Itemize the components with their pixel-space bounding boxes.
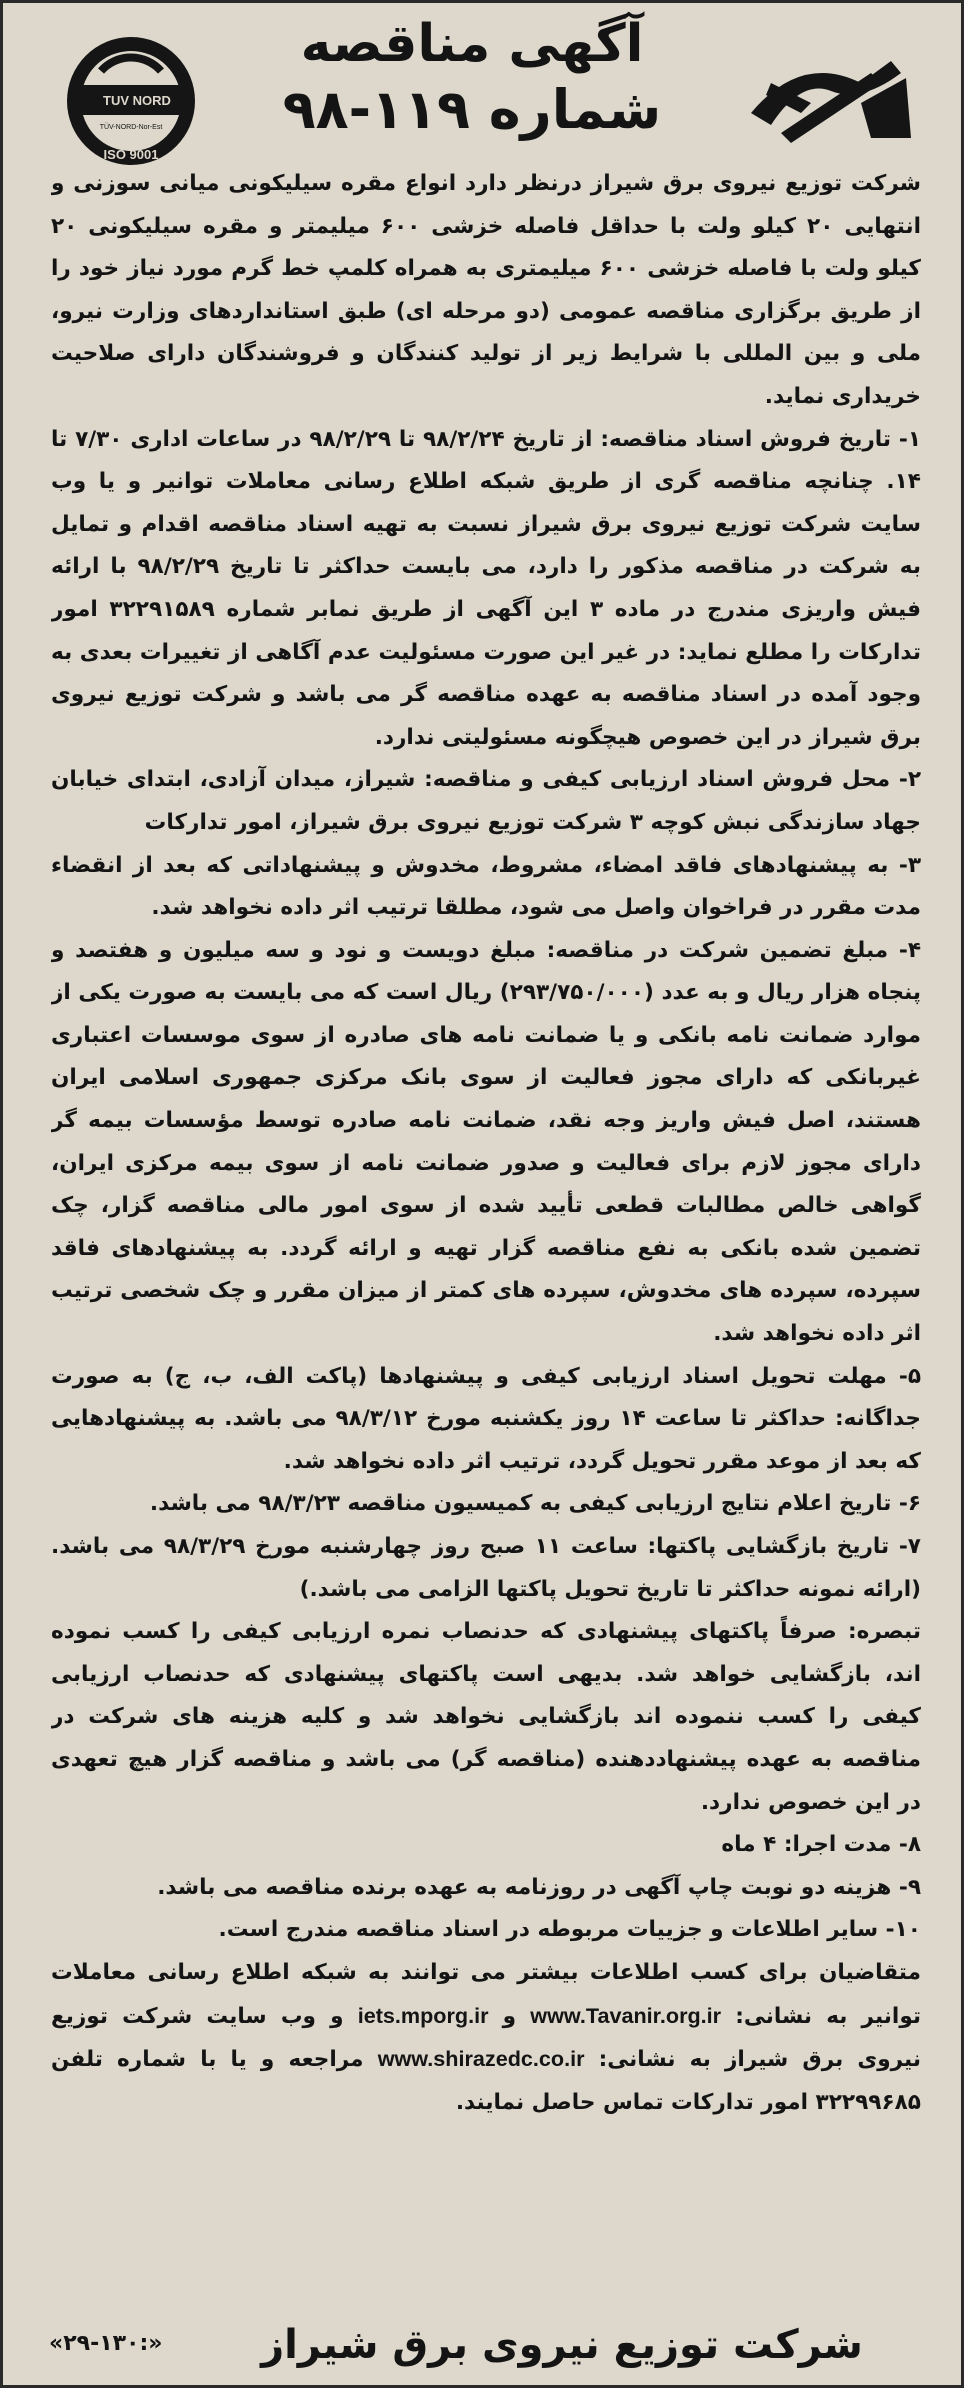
section-3 [51, 845, 921, 930]
section-heading: ۲- محل فروش اسناد ارزیابی کیفی و مناقصه: [424, 767, 921, 793]
section-text: به پیشنهادهای فاقد امضاء، مشروط، مخدوش و پیشنهاداتی که بعد از انقضاء مدت مقرر در فراخوان واصل می شود، مطلقا ترتیب اثر داده نخواهد شد. [51, 852, 921, 921]
contact-paragraph [51, 1952, 921, 2124]
footer-company-name: شرکت توزیع نیروی برق شیراز [261, 2322, 863, 2368]
section-heading: ۳- [898, 852, 921, 878]
title-block [223, 11, 721, 143]
company-logo [741, 43, 921, 153]
note-text: صرفاً پاکتهای پیشنهادی که حدنصاب نمره ارزیابی کیفی را کسب نموده اند، بازگشایی خواهد شد. بدیهی است پاکتهای پیشنهادی که حدنصاب ارزیابی کیفی را کسب ننموده اند بازگشایی نخواهد شد و کلیه هزینه های شرکت در مناقصه به عهده پیشنهاددهنده (مناقصه گر) می باشد و مناقصه گزار هیچ تعهدی در این خصوص ندارد. [51, 1619, 921, 1815]
iso-text: ISO 9001 [103, 147, 159, 162]
notice-footer [3, 2317, 961, 2377]
notice-title: آگهی مناقصه [300, 14, 644, 74]
section-2 [51, 759, 921, 844]
note-paragraph [51, 1611, 921, 1824]
notice-header [3, 3, 961, 173]
contact-and: و [502, 2003, 517, 2029]
section-4 [51, 930, 921, 1356]
note-heading: تبصره: [847, 1619, 921, 1645]
section-7 [51, 1526, 921, 1611]
footer-code: «۲۹-۱۳۰:» [49, 2331, 163, 2356]
intro-paragraph: شرکت توزیع نیروی برق شیراز درنظر دارد انواع مقره سیلیکونی میانی سوزنی و انتهایی ۲۰ کیلو ولت با حداقل فاصله خزشی ۶۰۰ میلیمتر و مقره سیلیکونی ۲۰ کیلو ولت با فاصله خزشی ۶۰۰ میلیمتری به همراه کلمپ خط گرم مورد نیاز خود را از طریق برگزاری مناقصه عمومی (دو مرحله ای) طبق استانداردهای وزارت نیرو، ملی و بین المللی با شرایط زیر از تولید کنندگان و فروشندگان دارای صلاحیت خریداری نماید. [51, 171, 921, 409]
section-5 [51, 1356, 921, 1484]
section-text: حداکثر تا ساعت ۱۴ روز یکشنبه مورخ ۹۸/۳/۱۲ می باشد. به پیشنهادهایی که بعد از موعد مقرر تحویل گردد، ترتیب اثر داده نخواهد شد. [51, 1406, 921, 1474]
section-heading: ۹- [898, 1874, 921, 1900]
shirazedc-link[interactable]: www.shirazedc.co.ir [377, 2046, 585, 2072]
section-heading: ۸- مدت اجرا: [783, 1832, 921, 1858]
contact-text-1: متقاضیان برای کسب اطلاعات بیشتر می توانند به شبکه اطلاع رسانی معاملات توانیر به نشانی: [51, 1959, 921, 2029]
tuv-iso-logo [61, 31, 201, 171]
section-1 [51, 419, 921, 760]
section-heading: ۱- تاریخ فروش اسناد مناقصه: [600, 426, 921, 452]
tavanir-link[interactable]: www.Tavanir.org.ir [530, 2002, 722, 2028]
section-text: از تاریخ ۹۸/۲/۲۴ تا ۹۸/۲/۲۹ در ساعات اداری ۷/۳۰ تا ۱۴. چنانچه مناقصه گری از طریق شبکه اطلاع رسانی معاملات توانیر و یا وب سایت شرکت توزیع نیروی برق شیراز نسبت به تهیه اسناد مناقصه اقدام و تمایل به شرکت در مناقصه مذکور را دارد، می بایست حداکثر تا تاریخ ۹۸/۲/۲۹ با ارائه فیش واریزی مندرج در ماده ۳ این آگهی از طریق نمابر شماره ۳۲۲۹۱۵۸۹ امور تدارکات را مطلع نماید: در غیر این صورت مسئولیت عدم آگاهی از تغییرات بعدی به وجود آمده در اسناد مناقصه به عهده مناقصه گر می باشد و شرکت توزیع نیروی برق شیراز در این خصوص هیچگونه مسئولیتی ندارد. [51, 426, 921, 750]
section-text: هزینه دو نوبت چاپ آگهی در روزنامه به عهده برنده مناقصه می باشد. [157, 1874, 899, 1900]
section-10 [51, 1909, 921, 1952]
section-8 [51, 1824, 921, 1867]
iets-link[interactable]: iets.mporg.ir [357, 2002, 489, 2028]
section-text: سایر اطلاعات و جزییات مربوطه در اسناد مناقصه مندرج است. [218, 1917, 886, 1943]
section-9 [51, 1867, 921, 1910]
section-6 [51, 1483, 921, 1526]
section-text: تاریخ اعلام نتایج ارزیابی کیفی به کمیسیون مناقصه ۹۸/۳/۲۳ می باشد. [149, 1491, 899, 1517]
section-text: ۴ ماه [721, 1832, 784, 1858]
section-heading: ۷- تاریخ بازگشایی پاکتها: [647, 1534, 921, 1559]
notice-number: شماره ۱۱۹-۹۸ [282, 78, 662, 141]
section-heading: ۴- مبلغ تضمین شرکت در مناقصه: [546, 937, 921, 963]
tuv-brand-text: TUV NORD [103, 93, 171, 108]
section-heading: ۶- [898, 1491, 921, 1517]
contact-text-2: و وب سایت شرکت توزیع نیروی برق شیراز به نشانی: [51, 2003, 921, 2073]
section-heading: ۱۰- [885, 1917, 921, 1943]
tuv-small-text: TÜV-NORD-Nor-Est [99, 124, 163, 131]
notice-body [51, 163, 921, 2315]
contact-text-3: مراجعه و یا با شماره تلفن ۳۲۲۹۹۶۸۵ امور تدارکات تماس حاصل نمایند. [51, 2047, 921, 2115]
section-text: مبلغ دویست و نود و سه میلیون و هفتصد و پنجاه هزار ریال و به عدد (۲۹۳/۷۵۰/۰۰۰) ریال است که می بایست به صورت یکی از موارد ضمانت نامه بانکی و یا ضمانت نامه های صادره از سوی موسسات اعتباری غیربانکی که دارای مجوز فعالیت از سوی بانک مرکزی جمهوری اسلامی ایران هستند، اصل فیش واریز وجه نقد، ضمانت نامه صادره توسط مؤسسات بیمه گر دارای مجوز لازم برای فعالیت و صدور ضمانت نامه از سوی بیمه مرکزی ایران، گواهی خالص مطالبات قطعی تأیید شده از سوی امور مالی مناقصه گزار، چک تضمین شده بانکی به نفع مناقصه گزار تهیه و ارائه گردد. به پیشنهادهای فاقد سپرده، سپرده های مخدوش، سپرده های کمتر از میزان مقرر و چک شخصی ترتیب اثر داده نخواهد شد. [51, 937, 921, 1347]
section-heading: ۵- مهلت تحویل اسناد ارزیابی کیفی و پیشنهادها (پاکت الف، ب، ج) به صورت جداگانه: [51, 1363, 921, 1432]
section-text: ساعت ۱۱ صبح روز چهارشنبه مورخ ۹۸/۳/۲۹ می باشد. (ارائه نمونه حداکثر تا تاریخ تحویل پاکتها الزامی می باشد.) [51, 1534, 921, 1602]
section-text: شیراز، میدان آزادی، ابتدای خیابان جهاد سازندگی نبش کوچه ۳ شرکت توزیع نیروی برق شیراز، امور تدارکات [51, 767, 921, 835]
